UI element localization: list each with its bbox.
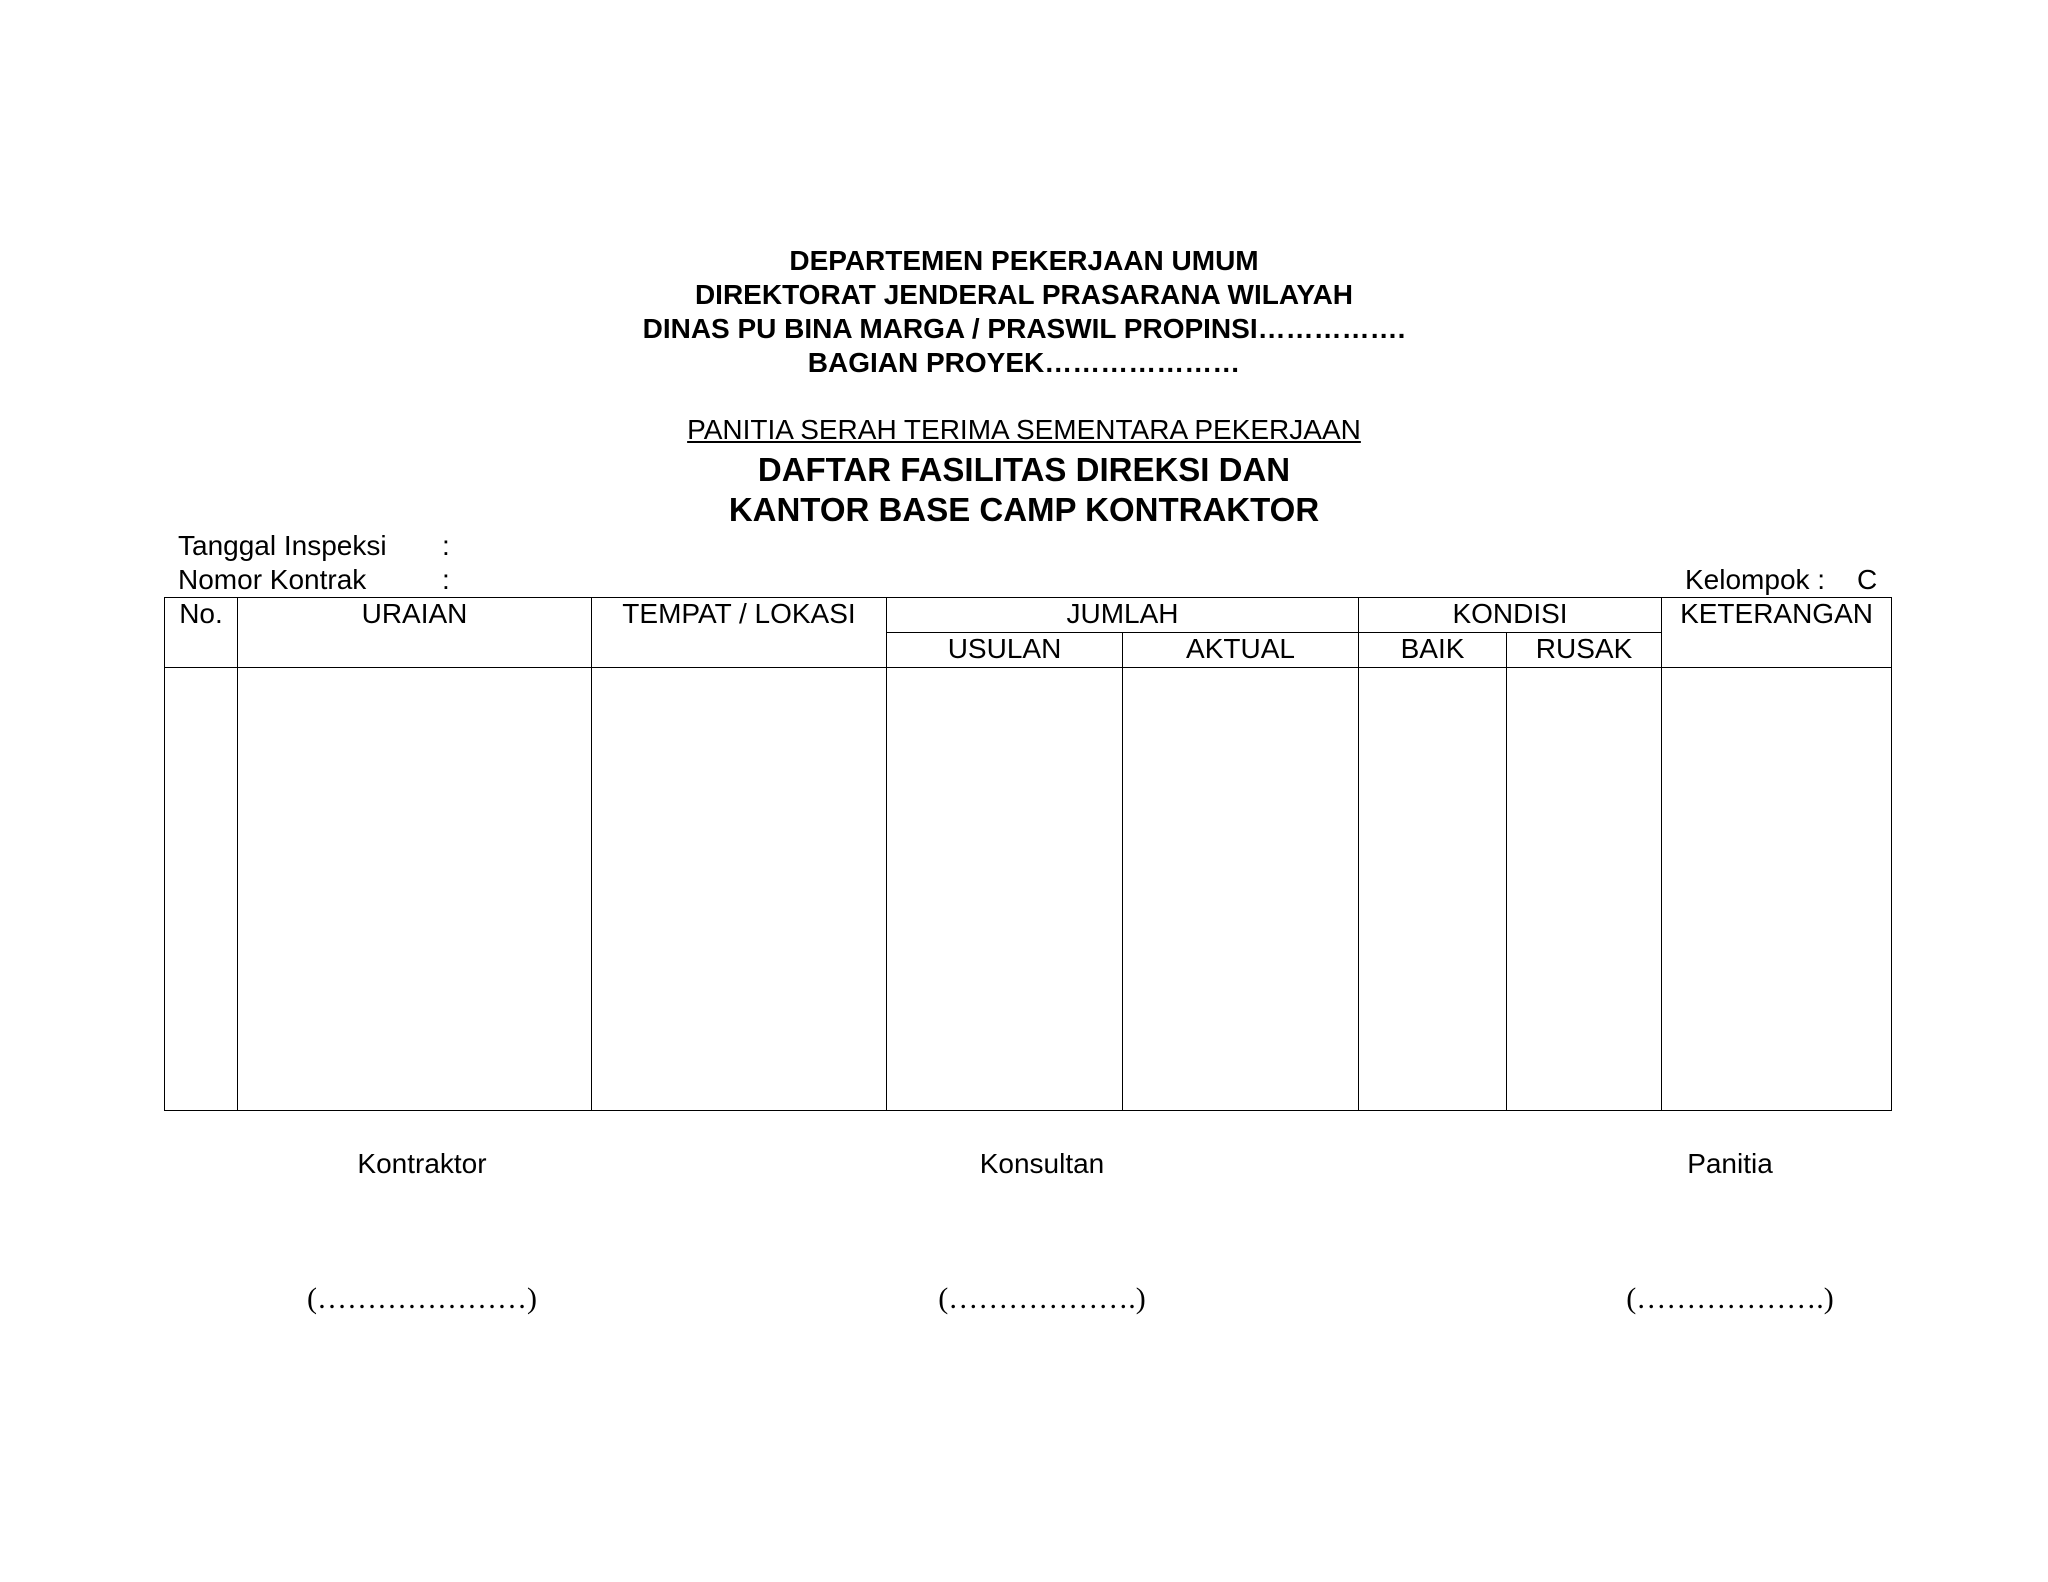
cell-uraian[interactable]: [238, 668, 592, 1111]
col-header-rusak: RUSAK: [1507, 633, 1662, 668]
document-title-line1: DAFTAR FASILITAS DIREKSI DAN: [757, 451, 1291, 488]
cell-aktual[interactable]: [1123, 668, 1359, 1111]
signature-label-kontraktor: Kontraktor: [357, 1148, 487, 1179]
signature-blank-konsultan: (……………….): [938, 1282, 1146, 1315]
tanggal-inspeksi-colon: :: [442, 530, 450, 561]
col-header-keterangan: KETERANGAN: [1662, 598, 1892, 668]
cell-keterangan[interactable]: [1662, 668, 1892, 1111]
signature-label-konsultan: Konsultan: [979, 1148, 1105, 1179]
header-line-departemen: DEPARTEMEN PEKERJAAN UMUM: [789, 245, 1259, 276]
header-line-dinas: DINAS PU BINA MARGA / PRASWIL PROPINSI…………….: [642, 313, 1406, 344]
cell-baik[interactable]: [1359, 668, 1507, 1111]
table-header-row: [165, 598, 1892, 633]
kelompok-value: C: [1857, 564, 1878, 595]
col-header-usulan: USULAN: [887, 633, 1123, 668]
cell-tempat-lokasi[interactable]: [592, 668, 887, 1111]
nomor-kontrak-colon: :: [442, 564, 450, 595]
facilities-table: [164, 597, 1892, 1111]
col-header-aktual: AKTUAL: [1123, 633, 1359, 668]
signature-label-panitia: Panitia: [1687, 1148, 1773, 1179]
tanggal-inspeksi-label: Tanggal Inspeksi: [178, 530, 387, 561]
signature-blank-panitia: (……………….): [1626, 1282, 1834, 1315]
col-header-tempat-lokasi: TEMPAT / LOKASI: [592, 598, 887, 668]
signature-blank-kontraktor: (…………………): [307, 1282, 537, 1315]
cell-no[interactable]: [165, 668, 238, 1111]
col-header-kondisi: KONDISI: [1359, 598, 1662, 633]
col-header-no: No.: [165, 598, 238, 668]
cell-usulan[interactable]: [887, 668, 1123, 1111]
nomor-kontrak-label: Nomor Kontrak: [178, 564, 367, 595]
kelompok-label: Kelompok :: [1685, 564, 1826, 595]
col-header-baik: BAIK: [1359, 633, 1507, 668]
header-line-direktorat: DIREKTORAT JENDERAL PRASARANA WILAYAH: [694, 279, 1354, 310]
header-line-bagian-proyek: BAGIAN PROYEK…………………: [807, 347, 1241, 378]
table-row: [165, 668, 1892, 1111]
subtitle-text: PANITIA SERAH TERIMA SEMENTARA PEKERJAAN: [687, 414, 1361, 445]
cell-rusak[interactable]: [1507, 668, 1662, 1111]
col-header-jumlah: JUMLAH: [887, 598, 1359, 633]
col-header-uraian: URAIAN: [238, 598, 592, 668]
subtitle: [0, 414, 2048, 446]
document-title-line2: KANTOR BASE CAMP KONTRAKTOR: [728, 491, 1320, 528]
